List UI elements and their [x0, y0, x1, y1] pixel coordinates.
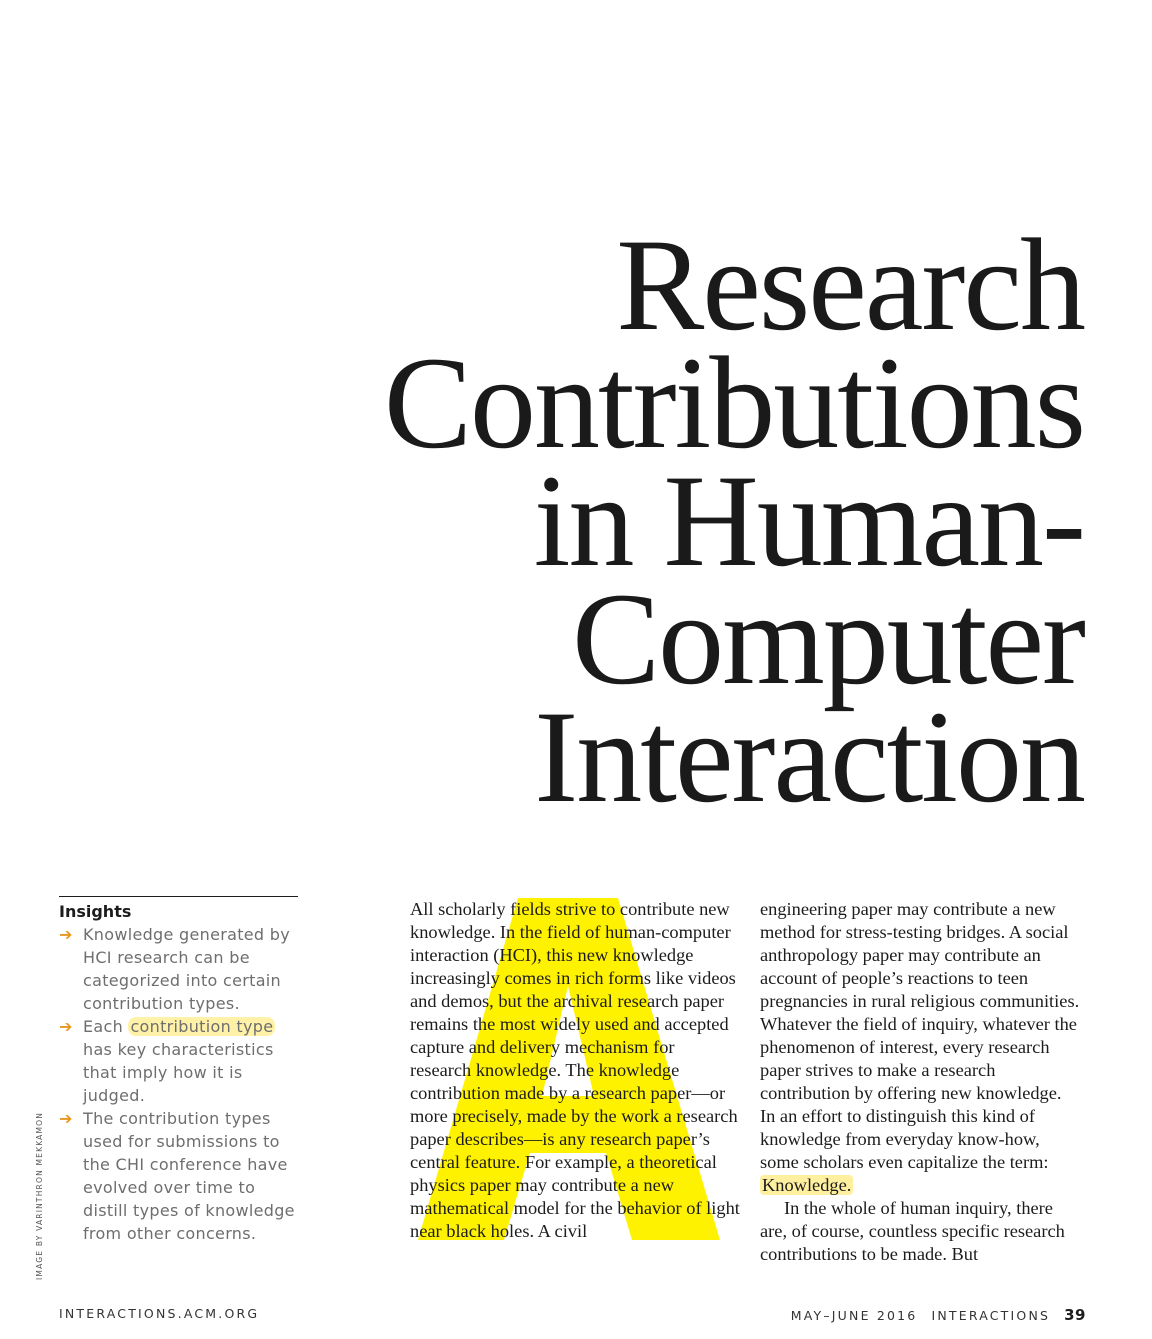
body-paragraph: In the whole of human inquiry, there are, of course, countless specific research contributions to be made. But	[760, 1198, 1065, 1264]
body-paragraph	[760, 898, 1080, 1197]
insight-item	[59, 1015, 298, 1107]
footer-magazine: INTERACTIONS	[931, 1308, 1051, 1323]
body-column-1	[410, 898, 740, 1243]
body-paragraph: All scholarly fields strive to contribute new knowledge. In the field of human-computer interaction (HCI), this new knowledge increasingly comes in rich forms like videos and demos, but the archival research paper remains the most widely used and accepted capture and delivery mechanism for research knowledge. The knowledge contribution made by a research paper—or more precisely, made by the work a research paper describes—is any research paper’s central feature. For example, a theoretical physics paper may contribute a new mathematical model for the behavior of light near black holes. A civil	[410, 899, 740, 1241]
highlighted-word: Knowledge.	[762, 1175, 852, 1195]
title-line: in Human-	[533, 447, 1084, 594]
insight-text: Knowledge generated by HCI research can be categorized into certain contribution types.	[83, 925, 290, 1013]
body-column-2	[760, 898, 1080, 1266]
insight-item	[59, 923, 298, 1015]
arrow-right-icon: ➔	[59, 1109, 73, 1128]
insight-text: Each	[83, 1017, 129, 1036]
arrow-right-icon: ➔	[59, 1017, 73, 1036]
footer-issue-info	[791, 1306, 1086, 1324]
arrow-right-icon: ➔	[59, 925, 73, 944]
insight-item	[59, 1107, 298, 1245]
insights-list	[59, 923, 298, 1245]
title-line: Computer	[572, 565, 1084, 712]
title-line: Interaction	[534, 683, 1084, 830]
insight-text: The contribution types used for submissions to the CHI conference have evolved over time to distill types of knowledge from other concerns.	[83, 1109, 295, 1243]
insight-highlight: contribution type	[130, 1017, 274, 1036]
insight-text: has key characteristics that imply how it is judged.	[83, 1040, 274, 1105]
image-credit: IMAGE BY VARINTHRON MEKKAMON	[35, 1111, 44, 1280]
article-title	[383, 211, 1084, 830]
footer-issue: MAY–JUNE 2016	[790, 1308, 918, 1323]
title-line: Contributions	[383, 329, 1084, 476]
body-text: engineering paper may contribute a new method for stress-testing bridges. A social anthropology paper may contribute an account of people’s reactions to teen pregnancies in rural religious communities. Whatever the field of inquiry, whatever the phenomenon of interest, every research paper strives to make a research contribution by offering new knowledge. In an effort to distinguish this kind of knowledge from everyday know-how, some scholars even capitalize the term:	[760, 899, 1080, 1172]
title-line: Research	[616, 211, 1084, 358]
page-number: 39	[1064, 1306, 1086, 1324]
footer-website: INTERACTIONS.ACM.ORG	[59, 1306, 260, 1321]
insights-box	[59, 896, 298, 1245]
insights-heading: Insights	[59, 902, 132, 921]
